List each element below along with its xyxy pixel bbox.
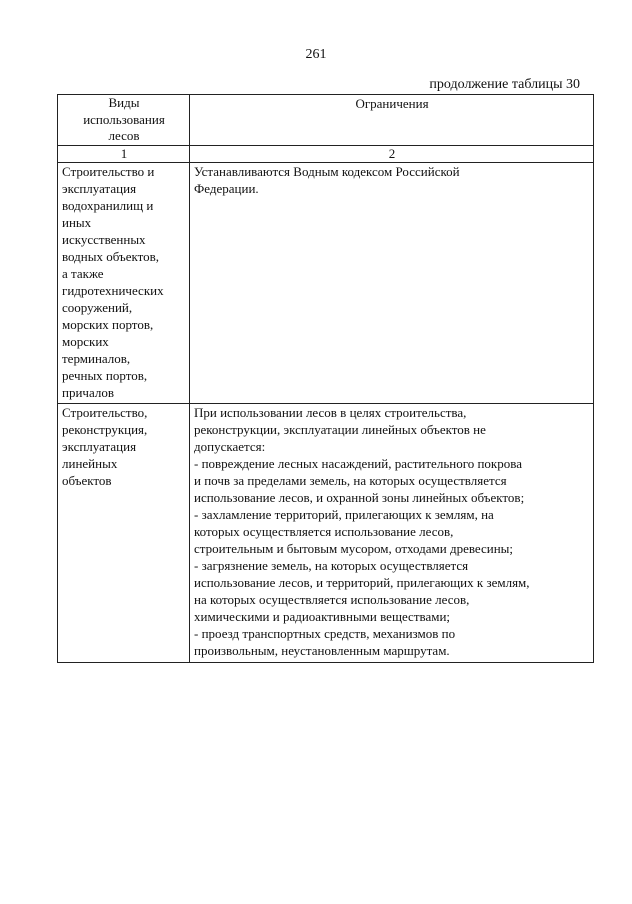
cell-line: использование лесов, и территорий, прилегающих к землям,	[194, 575, 530, 590]
cell-line: сооружений,	[62, 300, 133, 315]
page-number: 261	[305, 47, 327, 62]
cell-line: эксплуатация	[62, 439, 137, 454]
cell-line: искусственных	[62, 232, 146, 247]
cell-line: морских	[62, 334, 109, 349]
header-line: лесов	[108, 128, 140, 143]
restriction-cell	[190, 404, 594, 663]
restriction-cell	[190, 163, 594, 404]
cell-line: Федерации.	[194, 181, 259, 196]
cell-line: - захламление территорий, прилегающих к землям, на	[194, 507, 494, 522]
table-continuation-caption: продолжение таблицы 30	[429, 77, 580, 92]
forest-use-cell	[58, 163, 190, 404]
restrictions-table	[57, 94, 594, 663]
cell-line: Строительство,	[62, 405, 148, 420]
cell-line: химическими и радиоактивными веществами;	[194, 609, 451, 624]
cell-line: - загрязнение земель, на которых осуществляется	[194, 558, 469, 573]
header-forest-use-types	[58, 95, 190, 146]
cell-line: иных	[62, 215, 92, 230]
cell-line: а также	[62, 266, 104, 281]
cell-line: которых осуществляется использование лесов,	[194, 524, 454, 539]
cell-line: произвольным, неустановленным маршрутам.	[194, 643, 450, 658]
header-restrictions: Ограничения	[190, 95, 594, 146]
cell-line: Устанавливаются Водным кодексом Российской	[194, 164, 460, 179]
cell-line: терминалов,	[62, 351, 131, 366]
table-row	[58, 163, 594, 404]
cell-line: строительным и бытовым мусором, отходами древесины;	[194, 541, 514, 556]
cell-line: - проезд транспортных средств, механизмов по	[194, 626, 456, 641]
cell-line: гидротехнических	[62, 283, 164, 298]
header-line: использования	[83, 111, 165, 127]
cell-line: и почв за пределами земель, на которых осуществляется	[194, 473, 507, 488]
column-number: 1	[58, 146, 190, 163]
cell-line: на которых осуществляется использование лесов,	[194, 592, 470, 607]
column-number: 2	[190, 146, 594, 163]
cell-line: объектов	[62, 473, 112, 488]
cell-line: использование лесов, и охранной зоны линейных объектов;	[194, 490, 525, 505]
forest-use-cell	[58, 404, 190, 663]
cell-line: речных портов,	[62, 368, 148, 383]
cell-line: причалов	[62, 385, 114, 400]
cell-line: линейных	[62, 456, 118, 471]
table-header-row	[58, 95, 594, 146]
cell-line: - повреждение лесных насаждений, растительного покрова	[194, 456, 522, 471]
cell-line: Строительство и	[62, 164, 155, 179]
column-number-row	[58, 146, 594, 163]
header-line: Виды	[108, 95, 140, 110]
cell-line: водохранилищ и	[62, 198, 154, 213]
cell-line: реконструкции, эксплуатации линейных объектов не	[194, 422, 486, 437]
cell-line: допускается:	[194, 439, 266, 454]
cell-line: эксплуатация	[62, 181, 137, 196]
table-row	[58, 404, 594, 663]
cell-line: водных объектов,	[62, 249, 160, 264]
cell-line: При использовании лесов в целях строительства,	[194, 405, 467, 420]
cell-line: морских портов,	[62, 317, 154, 332]
cell-line: реконструкция,	[62, 422, 148, 437]
